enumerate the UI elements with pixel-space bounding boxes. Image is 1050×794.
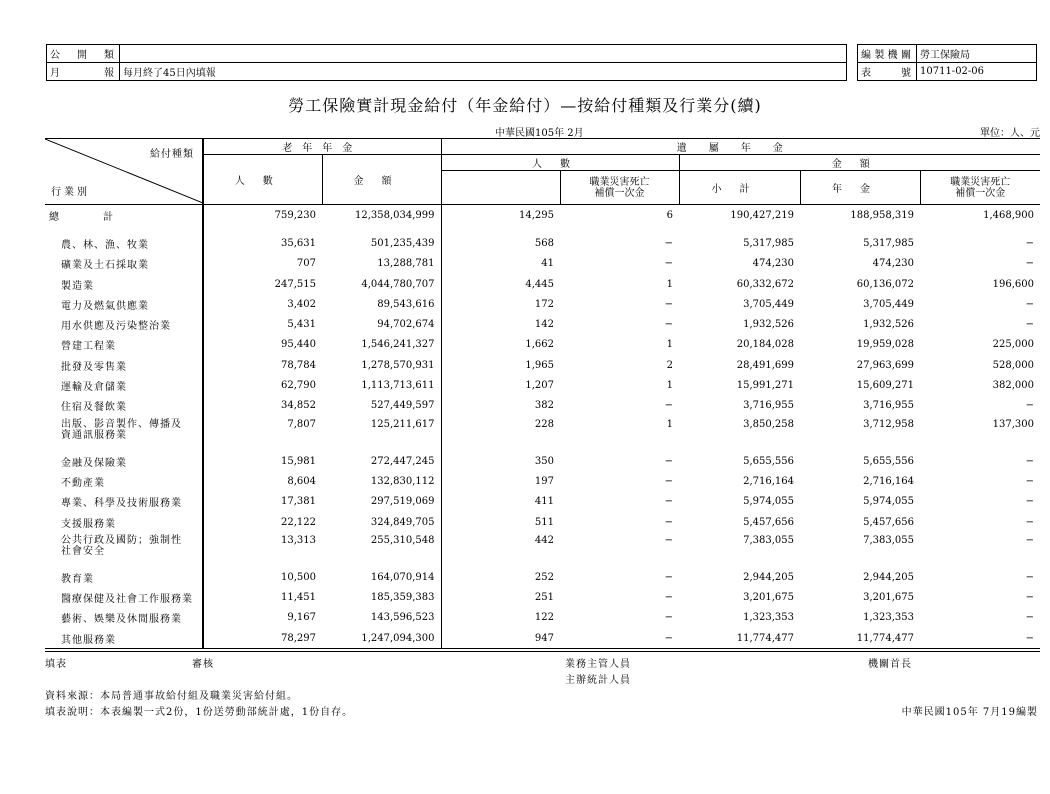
table-row (45, 355, 1040, 375)
industry-name-line1: 公共行政及國防；強制性 (61, 535, 182, 547)
cell-c1: 11,451 (281, 592, 316, 604)
cell-c1: 3,402 (287, 298, 316, 310)
cell-c1: 17,381 (281, 496, 316, 508)
cell-c7: 528,000 (992, 359, 1034, 371)
business-head-label: 業務主管人員 (565, 659, 631, 670)
occ-persons-header (560, 171, 679, 205)
cell-c7: 196,600 (992, 278, 1034, 290)
cell-c6: 7,383,055 (863, 535, 914, 547)
amount-header: 金額 (322, 155, 441, 205)
corner-top-label: 給付種類 (150, 149, 194, 160)
cell-c5: 3,201,675 (743, 592, 794, 604)
industry-name: 批發及零售業 (45, 355, 203, 375)
cell-c4: − (664, 455, 673, 467)
benefit-table (45, 138, 1040, 649)
cell-c6: 3,201,675 (863, 592, 914, 604)
cell-c2: 1,546,241,327 (322, 335, 441, 355)
cell-c5: 190,427,219 (730, 209, 794, 221)
cell-c1: 95,440 (281, 339, 316, 351)
cell-c4: − (664, 516, 673, 528)
cell-c6: 3,705,449 (863, 298, 914, 310)
cell-c2: 143,596,523 (322, 608, 441, 628)
cell-c3: 41 (541, 258, 554, 270)
cell-c6: 19,959,028 (856, 339, 914, 351)
cell-c6: 2,716,164 (863, 475, 914, 487)
cell-c4: − (560, 628, 679, 649)
compiled-date: 中華民國105年 7月19編製 (901, 707, 1038, 718)
cell-c3: 14,295 (519, 209, 554, 221)
reviewer-label: 審核 (192, 659, 214, 670)
cell-c4: − (664, 592, 673, 604)
info-category-value (120, 45, 847, 63)
cell-c4: − (664, 612, 673, 624)
cell-c6: 474,230 (872, 258, 914, 270)
cell-c6: 3,716,955 (863, 400, 914, 412)
cell-c7: 1,468,900 (983, 209, 1034, 221)
industry-name: 用水供應及污染整治業 (45, 314, 203, 334)
cell-c4: 1 (666, 418, 673, 430)
cell-c3: 1,662 (525, 339, 554, 351)
cell-c5: 1,323,353 (743, 612, 794, 624)
cell-c1: 5,431 (287, 319, 316, 331)
cell-c1: 247,515 (274, 278, 316, 290)
cell-c2: 255,310,548 (322, 532, 441, 567)
industry-name: 金融及保險業 (45, 451, 203, 471)
cell-c6: 2,944,205 (863, 571, 914, 583)
industry-name: 總計 (45, 205, 203, 234)
cell-c4: 1 (666, 278, 673, 290)
filler-label: 填表 (45, 659, 67, 670)
cell-c2: 132,830,112 (322, 471, 441, 491)
occ-persons-line2: 補償一次金 (594, 187, 645, 199)
cell-c1: 759,230 (274, 209, 316, 221)
survivor-amount-header: 金額 (679, 155, 1040, 171)
cell-c6: 5,974,055 (863, 496, 914, 508)
cell-c4: 6 (666, 209, 673, 221)
cell-c3: 382 (534, 400, 554, 412)
table-row (45, 492, 1040, 512)
table-row (45, 532, 1040, 567)
cell-c5: 2,716,164 (743, 475, 794, 487)
cell-c4: − (664, 496, 673, 508)
table-row (45, 274, 1040, 294)
cell-c1: 8,604 (287, 475, 316, 487)
cell-c4: − (664, 258, 673, 270)
cell-c7: − (1025, 237, 1034, 249)
table-row (45, 512, 1040, 532)
unit-label: 單位：人、元 (980, 128, 1040, 139)
cell-c2: 164,070,914 (322, 567, 441, 587)
cell-c2: 324,849,705 (322, 512, 441, 532)
cell-c2: 185,359,383 (322, 587, 441, 607)
cell-c6: 1,323,353 (863, 612, 914, 624)
cell-c7: − (1025, 535, 1034, 547)
cell-c1: 78,784 (281, 359, 316, 371)
cell-c6: 188,958,319 (850, 209, 914, 221)
cell-c7: 225,000 (992, 339, 1034, 351)
cell-c7: − (1025, 475, 1034, 487)
fill-note: 填表說明：本表編製一式2份，1份送勞動部統計處，1份自存。 (45, 707, 354, 718)
cell-c7: − (1025, 455, 1034, 467)
cell-c1: 10,500 (281, 571, 316, 583)
cell-c4: 1 (666, 339, 673, 351)
industry-name: 營建工程業 (45, 335, 203, 355)
info-agency-value: 勞工保險局 (917, 45, 1037, 63)
cell-c7: − (1025, 298, 1034, 310)
info-form-no-key: 表號 (858, 63, 917, 81)
cell-c4: − (664, 475, 673, 487)
cell-c1: 22,122 (281, 516, 316, 528)
cell-c4: − (664, 571, 673, 583)
industry-name: 電力及燃氣供應業 (45, 294, 203, 314)
industry-name: 支援服務業 (45, 512, 203, 532)
occ-amount-line2: 補償一次金 (955, 187, 1006, 199)
cell-c3: 228 (534, 418, 554, 430)
table-row (45, 567, 1040, 587)
table-row (45, 254, 1040, 274)
cell-c2: 4,044,780,707 (322, 274, 441, 294)
industry-name: 教育業 (45, 567, 203, 587)
cell-c7: − (1025, 592, 1034, 604)
cell-c3: 252 (534, 571, 554, 583)
cell-c3: 122 (534, 612, 554, 624)
cell-c7: 382,000 (992, 380, 1034, 392)
table-row (45, 451, 1040, 471)
industry-name: 農、林、漁、牧業 (45, 233, 203, 253)
cell-c2: 12,358,034,999 (322, 205, 441, 234)
cell-c2: 1,247,094,300 (322, 628, 441, 649)
survivor-persons-header: 人數 (441, 155, 679, 171)
info-category-key: 公開類 (47, 45, 120, 63)
info-agency-key: 編製機關 (858, 45, 917, 63)
survivor-persons-blank (441, 171, 560, 205)
info-box-left (46, 44, 847, 81)
agency-head-label: 機關首長 (868, 659, 912, 670)
page-title: 勞工保險實計現金給付（年金給付）—按給付種類及行業分(續) (288, 96, 762, 115)
cell-c6: 1,932,526 (863, 319, 914, 331)
cell-c4: − (664, 237, 673, 249)
industry-name: 專業、科學及技術服務業 (45, 492, 203, 512)
info-box-right (857, 44, 1037, 81)
cell-c4: 2 (666, 359, 673, 371)
table-row (45, 375, 1040, 395)
table-row (45, 587, 1040, 607)
industry-name (45, 532, 203, 567)
annuity-header: 年金 (800, 171, 920, 205)
cell-c5: 5,655,556 (743, 455, 794, 467)
cell-c1: 35,631 (281, 237, 316, 249)
cell-c5: 2,944,205 (743, 571, 794, 583)
info-frequency-key: 月報 (47, 63, 120, 81)
table-row (45, 396, 1040, 416)
cell-c1: 9,167 (287, 612, 316, 624)
cell-c5: 15,991,271 (736, 380, 794, 392)
cell-c3: 442 (534, 535, 554, 547)
cell-c4: − (664, 298, 673, 310)
cell-c3: 511 (534, 516, 554, 528)
industry-name: 醫療保健及社會工作服務業 (45, 587, 203, 607)
cell-c3: 568 (534, 237, 554, 249)
cell-c7: − (920, 628, 1040, 649)
cell-c1: 34,852 (281, 400, 316, 412)
cell-c2: 297,519,069 (322, 492, 441, 512)
table-body (45, 205, 1040, 649)
occ-amount-header (920, 171, 1040, 205)
cell-c3: 197 (534, 475, 554, 487)
cell-c5: 7,383,055 (743, 535, 794, 547)
cell-c5: 60,332,672 (736, 278, 794, 290)
industry-name: 運輸及倉儲業 (45, 375, 203, 395)
info-frequency-value: 每月終了45日內填報 (120, 63, 847, 81)
info-form-no-value: 10711-02-06 (917, 63, 1037, 81)
footer-rule (45, 651, 1040, 652)
cell-c2: 89,543,616 (322, 294, 441, 314)
cell-c1: 7,807 (287, 418, 316, 430)
table-row (45, 416, 1040, 451)
cell-c4: − (664, 535, 673, 547)
cell-c4: − (664, 319, 673, 331)
table-row (45, 335, 1040, 355)
cell-c3: 172 (534, 298, 554, 310)
cell-c6: 60,136,072 (856, 278, 914, 290)
corner-bottom-label: 行業別 (51, 187, 90, 198)
cell-c6: 11,774,477 (800, 628, 920, 649)
occ-amount-line1: 職業災害死亡 (950, 176, 1011, 188)
source-note: 資料來源：本局普通事故給付組及職業災害給付組。 (45, 691, 298, 702)
cell-c5: 3,716,955 (743, 400, 794, 412)
cell-c5: 3,705,449 (743, 298, 794, 310)
industry-name-line2: 社會安全 (61, 546, 105, 558)
survivor-header: 遺屬年金 (441, 139, 1040, 155)
cell-c1: 15,981 (281, 455, 316, 467)
subtotal-header: 小計 (679, 171, 800, 205)
cell-c2: 1,278,570,931 (322, 355, 441, 375)
table-row (45, 294, 1040, 314)
report-period: 中華民國105年 2月 (495, 128, 584, 139)
cell-c2: 94,702,674 (322, 314, 441, 334)
cell-c2: 1,113,713,611 (322, 375, 441, 395)
cell-c3: 1,207 (525, 380, 554, 392)
cell-c2: 13,288,781 (322, 254, 441, 274)
industry-name: 藝術、娛樂及休閒服務業 (45, 608, 203, 628)
cell-c7: 137,300 (992, 418, 1034, 430)
stat-head-label: 主辦統計人員 (565, 675, 631, 686)
cell-c2: 501,235,439 (322, 233, 441, 253)
cell-c5: 5,974,055 (743, 496, 794, 508)
cell-c5: 20,184,028 (736, 339, 794, 351)
persons-header: 人數 (203, 155, 322, 205)
old-age-header: 老年年金 (203, 139, 441, 155)
cell-c6: 3,712,958 (863, 418, 914, 430)
industry-name: 製造業 (45, 274, 203, 294)
industry-name (45, 416, 203, 451)
cell-c3: 1,965 (525, 359, 554, 371)
table-row (45, 233, 1040, 253)
industry-name-line2: 資通訊服務業 (61, 429, 127, 441)
cell-c3: 142 (534, 319, 554, 331)
cell-c4: − (664, 400, 673, 412)
cell-c5: 5,317,985 (743, 237, 794, 249)
cell-c2: 527,449,597 (322, 396, 441, 416)
industry-name: 住宿及餐飲業 (45, 396, 203, 416)
cell-c7: − (1025, 496, 1034, 508)
cell-c3: 947 (441, 628, 560, 649)
cell-c5: 11,774,477 (679, 628, 800, 649)
cell-c5: 474,230 (752, 258, 794, 270)
corner-header (45, 139, 203, 205)
table-row (45, 608, 1040, 628)
cell-c2: 125,211,617 (322, 416, 441, 451)
cell-c7: − (1025, 571, 1034, 583)
cell-c5: 1,932,526 (743, 319, 794, 331)
table-row (45, 314, 1040, 334)
cell-c3: 4,445 (525, 278, 554, 290)
total-row (45, 205, 1040, 234)
cell-c6: 27,963,699 (856, 359, 914, 371)
cell-c5: 5,457,656 (743, 516, 794, 528)
table-row (45, 471, 1040, 491)
cell-c7: − (1025, 400, 1034, 412)
cell-c7: − (1025, 516, 1034, 528)
cell-c3: 411 (534, 496, 554, 508)
table-row (45, 628, 1040, 649)
cell-c6: 5,655,556 (863, 455, 914, 467)
cell-c1: 78,297 (203, 628, 322, 649)
cell-c4: 1 (666, 380, 673, 392)
cell-c1: 13,313 (281, 535, 316, 547)
industry-name-line1: 出版、影音製作、傳播及 (61, 418, 182, 430)
cell-c5: 3,850,258 (743, 418, 794, 430)
cell-c7: − (1025, 612, 1034, 624)
cell-c6: 5,317,985 (863, 237, 914, 249)
cell-c2: 272,447,245 (322, 451, 441, 471)
cell-c3: 251 (534, 592, 554, 604)
cell-c1: 707 (296, 258, 316, 270)
cell-c3: 350 (534, 455, 554, 467)
occ-persons-line1: 職業災害死亡 (589, 176, 650, 188)
cell-c5: 28,491,699 (736, 359, 794, 371)
cell-c7: − (1025, 258, 1034, 270)
cell-c1: 62,790 (281, 380, 316, 392)
cell-c7: − (1025, 319, 1034, 331)
cell-c6: 15,609,271 (856, 380, 914, 392)
industry-name: 不動產業 (45, 471, 203, 491)
industry-name: 其他服務業 (45, 628, 203, 649)
cell-c6: 5,457,656 (863, 516, 914, 528)
industry-name: 礦業及土石採取業 (45, 254, 203, 274)
